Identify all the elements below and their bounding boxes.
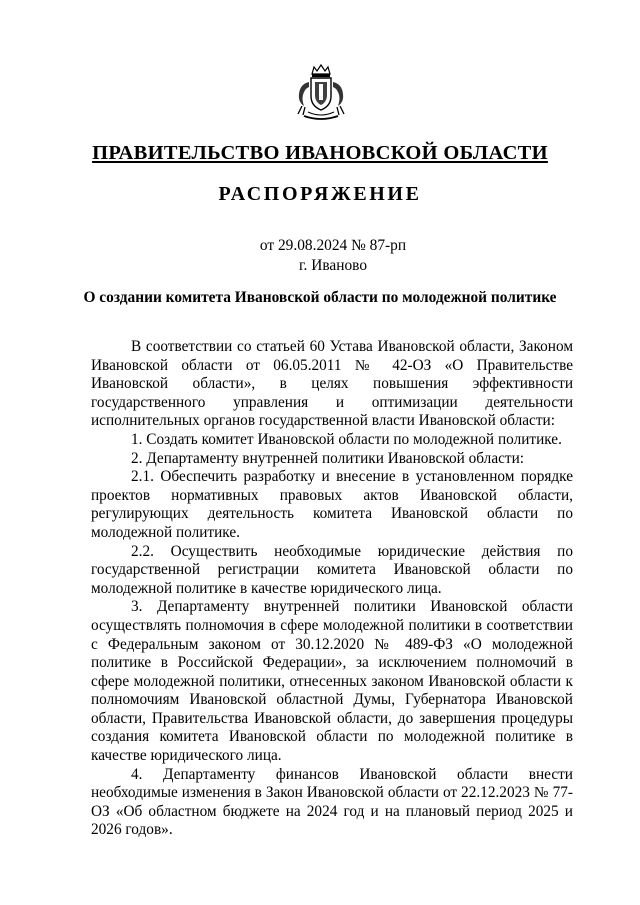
paragraph-item-4: 4. Департаменту финансов Ивановской области внести необходимые изменения в Закон Ивановской области от 22.12.2023 № 77-ОЗ «Об областном бюджете на 2024 год и на плановый период 2025 и 2026 годов». — [91, 765, 573, 839]
paragraph-item-2-1: 2.1. Обеспечить разработку и внесение в установленном порядке проектов нормативных правовых актов Ивановской области, регулирующих деятельность комитета Ивановской области по молодежной политике. — [91, 468, 573, 541]
date-number: от 29.08.2024 № 87-рп — [259, 237, 407, 254]
paragraph-item-2-2: 2.2. Осуществить необходимые юридические действия по государственной регистрации комитета Ивановской области по молодежной политике в качестве юридического лица. — [91, 542, 573, 597]
paragraph-item-1: 1. Создать комитет Ивановской области по молодежной политике. — [131, 430, 562, 448]
city: г. Иваново — [298, 257, 368, 274]
government-title: ПРАВИТЕЛЬСТВО ИВАНОВСКОЙ ОБЛАСТИ — [92, 142, 548, 164]
paragraph-item-3: 3. Департаменту внутренней политики Ивановской области осуществлять полномочия в сфере молодежной политики в соответствии с Федеральным законом от 30.12.2020 № 489-ФЗ «О молодежной политике в Российской Федерации», за исключением полномочий в сфере молодежной политики, отнесенных законом Ивановской области к полномочиям Ивановской областной Думы, Губернатора Ивановской области, Правительства Ивановской области, до завершения процедуры создания комитета Ивановской области по молодежной политике в качестве юридического лица. — [91, 598, 573, 765]
paragraph-preamble: В соответствии со статьей 60 Устава Ивановской области, Законом Ивановской области от 06.05.2011 № 42-ОЗ «О Правительстве Ивановской области», в целях повышения эффективности государственного управления и оптимизации деятельности исполнительных органов государственной власти Ивановской области: — [91, 338, 573, 430]
ivanovo-coat-of-arms-icon — [290, 62, 352, 124]
paragraph-item-2: 2. Департаменту внутренней политики Ивановской области: — [131, 449, 525, 467]
document-body — [91, 338, 573, 840]
document-type: РАСПОРЯЖЕНИЕ — [218, 183, 422, 205]
document-subject: О создании комитета Ивановской области по молодежной политике — [83, 289, 557, 306]
